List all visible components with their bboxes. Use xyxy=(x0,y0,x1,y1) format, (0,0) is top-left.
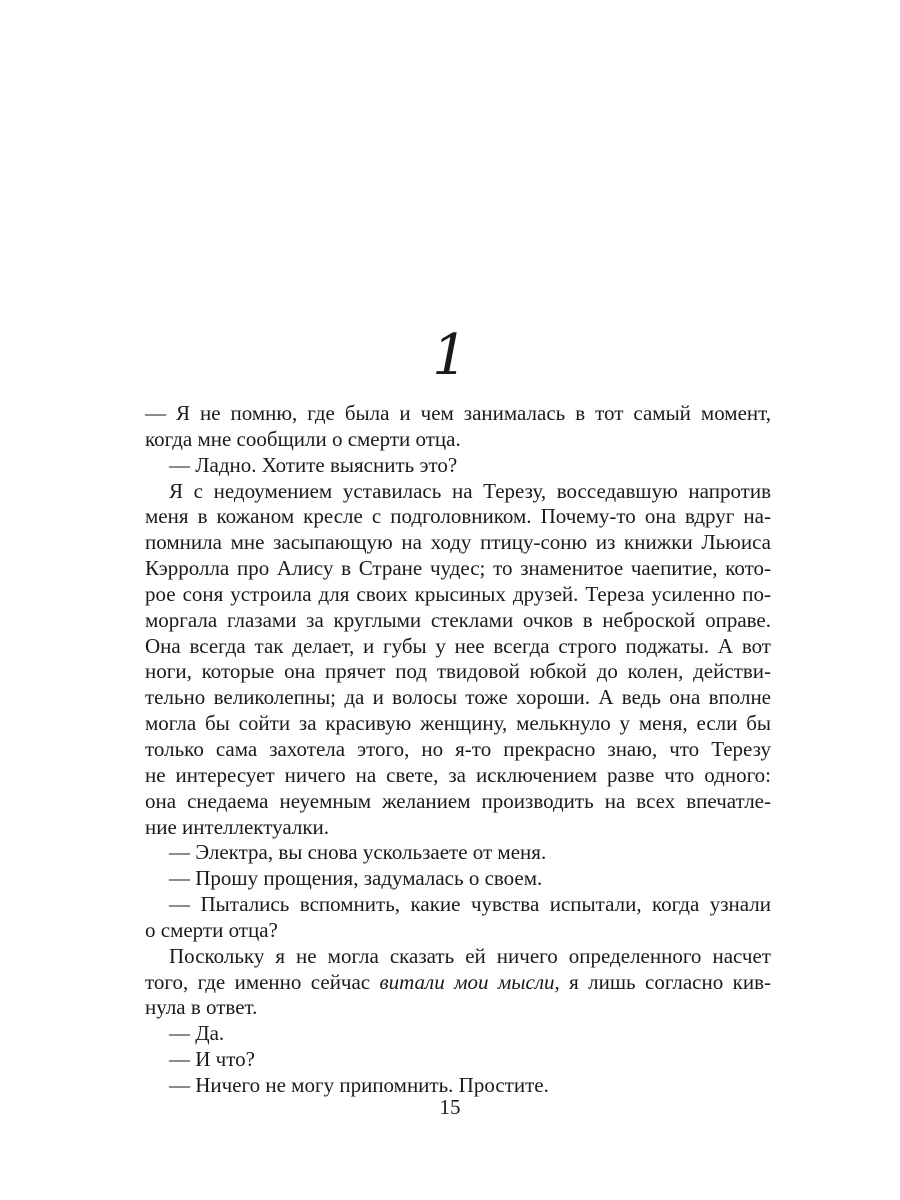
text-line xyxy=(145,737,771,763)
text-line xyxy=(145,815,771,841)
line-text: когда мне сообщили о смерти отца. xyxy=(145,426,461,451)
text-line xyxy=(145,530,771,556)
text-line xyxy=(145,479,771,505)
line-text: Она всегда так делает, и губы у нее всегда строго поджаты. А вот xyxy=(145,633,771,658)
line-text: Я с недоумением уставилась на Терезу, восседавшую напротив xyxy=(169,478,771,503)
text-line xyxy=(145,711,771,737)
text-line xyxy=(145,659,771,685)
text-line xyxy=(145,608,771,634)
text-line xyxy=(145,763,771,789)
line-text: — Ничего не могу припомнить. Простите. xyxy=(169,1072,549,1097)
text-line xyxy=(145,427,771,453)
line-text: — И что? xyxy=(169,1047,255,1072)
text-line xyxy=(145,582,771,608)
line-text: , я лишь согласно кив- xyxy=(554,969,771,994)
line-text: — Ладно. Хотите выяснить это? xyxy=(169,452,458,477)
line-text: о смерти отца? xyxy=(145,917,278,942)
line-text: меня в кожаном кресле с подголовником. Почему-то она вдруг на- xyxy=(145,504,771,529)
line-text: — Я не помню, где была и чем занималась в тот самый момент, xyxy=(145,401,771,425)
line-text: она снедаема неуемным желанием производить на всех впечатле- xyxy=(145,788,771,813)
line-text: могла бы сойти за красивую женщину, мелькнуло у меня, если бы xyxy=(145,711,771,736)
line-text: только сама захотела этого, но я-то прекрасно знаю, что Терезу xyxy=(145,736,771,761)
line-text: — Электра, вы снова ускользаете от меня. xyxy=(169,840,547,865)
line-text: того, где именно сейчас xyxy=(145,969,380,994)
line-text: Поскольку я не могла сказать ей ничего определенного насчет xyxy=(169,943,771,968)
line-text: — Да. xyxy=(169,1021,225,1046)
chapter-number: 1 xyxy=(432,323,468,388)
line-text: помнила мне засыпающую на ходу птицу-соню из книжки Льюиса xyxy=(145,530,771,555)
body-text xyxy=(145,401,771,1099)
line-text: нула в ответ. xyxy=(145,995,258,1020)
text-line xyxy=(145,918,771,944)
line-text: тельно великолепны; да и волосы тоже хороши. А ведь она вполне xyxy=(145,685,771,710)
text-line xyxy=(145,970,771,996)
text-line xyxy=(145,866,771,892)
text-line xyxy=(145,944,771,970)
line-text: не интересует ничего на свете, за исключением разве что одного: xyxy=(145,762,771,787)
text-line xyxy=(145,789,771,815)
line-text: — Прошу прощения, задумалась о своем. xyxy=(169,866,543,891)
text-line xyxy=(145,840,771,866)
text-line xyxy=(145,634,771,660)
line-text: моргала глазами за круглыми стеклами очков в неброской оправе. xyxy=(145,607,771,632)
line-text: Кэрролла про Алису в Стране чудес; то знаменитое чаепитие, кото- xyxy=(145,556,771,581)
page-number: 15 xyxy=(439,1095,461,1119)
text-line xyxy=(145,453,771,479)
text-line xyxy=(145,995,771,1021)
text-line xyxy=(145,556,771,582)
italic-phrase: витали мои мысли xyxy=(379,969,555,994)
text-line xyxy=(145,1021,771,1047)
text-line xyxy=(145,401,771,427)
text-line xyxy=(145,892,771,918)
line-text: ноги, которые она прячет под твидовой юбкой до колен, действи- xyxy=(145,659,771,684)
text-line xyxy=(145,504,771,530)
text-line xyxy=(145,1047,771,1073)
line-text: ние интеллектуалки. xyxy=(145,814,330,839)
line-text: — Пытались вспомнить, какие чувства испытали, когда узнали xyxy=(169,892,771,917)
line-text: рое соня устроила для своих крысиных друзей. Тереза усиленно по- xyxy=(145,581,771,606)
text-line xyxy=(145,685,771,711)
